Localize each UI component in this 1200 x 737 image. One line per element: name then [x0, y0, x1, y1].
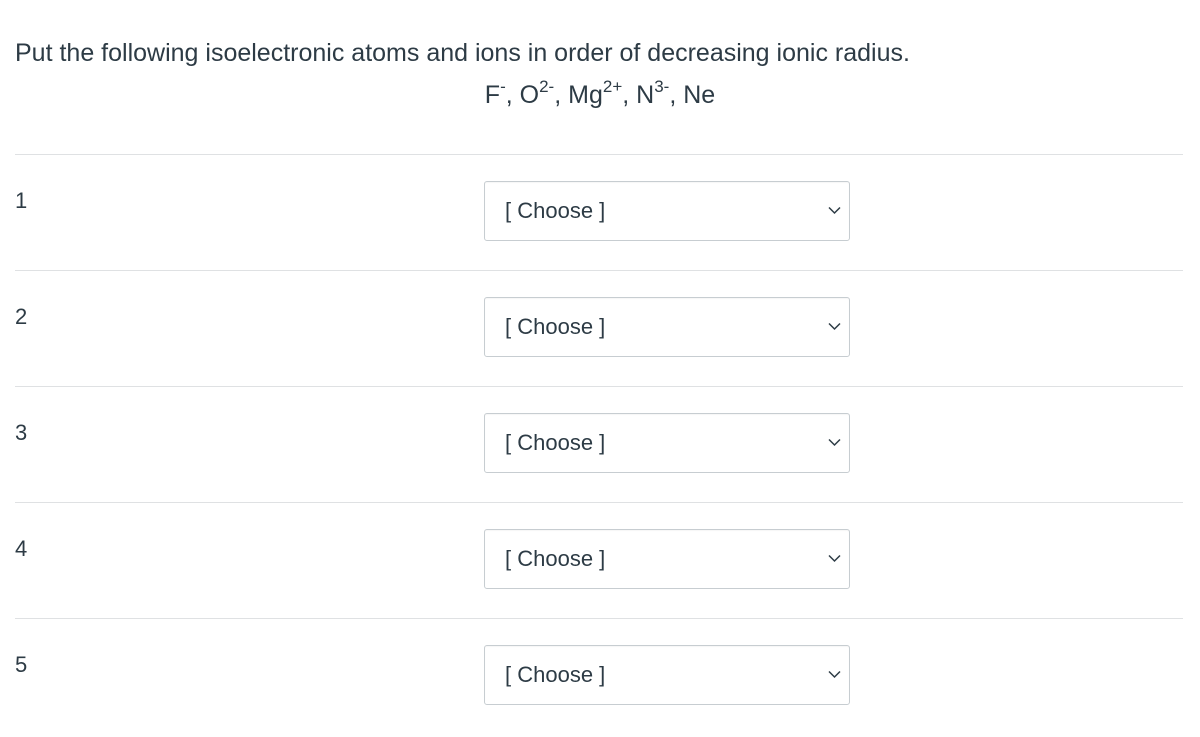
species-mg: $Mg^{2+}$, — [568, 76, 637, 109]
answer-row — [15, 270, 1183, 386]
answer-row — [15, 154, 1183, 270]
answer-row — [15, 618, 1183, 734]
select-value: [ Choose ] — [505, 662, 606, 687]
chevron-down-icon — [828, 206, 841, 215]
chevron-down-icon — [828, 670, 841, 679]
question-prompt: Put the following isoelectronic atoms and ions in order of decreasing ionic radius. — [15, 39, 910, 67]
select-value: [ Choose ] — [505, 314, 606, 339]
species-n: $N^{3-}$, — [636, 76, 684, 109]
chevron-down-icon — [828, 438, 841, 447]
rank-select-5[interactable] — [484, 645, 850, 705]
species-formula — [0, 76, 1200, 114]
species-ne: Ne — [683, 81, 716, 109]
select-value: [ Choose ] — [505, 198, 606, 223]
row-number: 1 — [15, 188, 28, 213]
rank-select-2[interactable] — [484, 297, 850, 357]
chevron-down-icon — [828, 554, 841, 563]
rank-select-4[interactable] — [484, 529, 850, 589]
rank-select-1[interactable] — [484, 181, 850, 241]
row-number: 3 — [15, 420, 28, 445]
answer-row — [15, 502, 1183, 618]
row-number: 5 — [15, 652, 28, 677]
row-number: 2 — [15, 304, 28, 329]
chevron-down-icon — [828, 322, 841, 331]
rank-select-3[interactable] — [484, 413, 850, 473]
answer-list — [15, 154, 1183, 734]
select-value: [ Choose ] — [505, 546, 606, 571]
select-value: [ Choose ] — [505, 430, 606, 455]
species-o: $O^{2-}$, — [519, 76, 569, 109]
answer-row — [15, 386, 1183, 502]
species-f: F-, — [484, 76, 520, 109]
row-number: 4 — [15, 536, 28, 561]
